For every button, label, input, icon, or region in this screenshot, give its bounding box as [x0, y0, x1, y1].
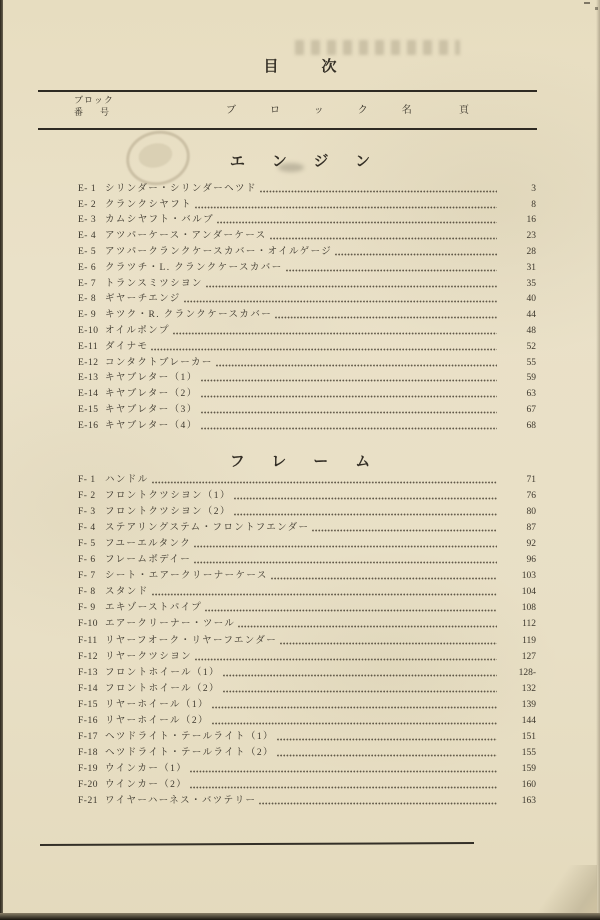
scan-speck	[584, 2, 590, 4]
dot-leader	[259, 802, 497, 805]
page-number: 132	[521, 683, 536, 694]
scan-edge-bottom	[0, 913, 600, 920]
toc-row	[78, 370, 540, 386]
toc-row	[78, 385, 540, 401]
block-name: ヘツドライト・テールライト（2）	[105, 747, 274, 758]
block-name: フロントホイール（1）	[105, 667, 220, 678]
page-number: 155	[521, 747, 536, 758]
block-code: F- 6	[78, 555, 96, 566]
block-name: フロントクツシヨン（1）	[105, 491, 231, 502]
block-name: フレームボデイー	[105, 555, 192, 566]
block-code: E-11	[78, 341, 99, 352]
toc-row	[78, 728, 540, 744]
show-through-text	[295, 40, 460, 55]
page-number: 76	[526, 491, 536, 502]
block-code: F- 5	[78, 539, 96, 550]
page-number: 92	[526, 539, 536, 550]
block-name: アツパークランクケースカバー・オイルゲージ	[105, 246, 333, 257]
block-code: F- 1	[78, 475, 96, 486]
page-number: 52	[526, 341, 536, 352]
page-number: 104	[521, 587, 536, 598]
block-name: スタンド	[105, 587, 149, 598]
block-code: F-20	[78, 779, 98, 790]
block-name: フロントホイール（2）	[105, 683, 220, 694]
block-code: F-10	[78, 619, 98, 630]
block-name: クラツチ・L. クランクケースカバー	[105, 262, 283, 273]
scan-edge-left	[0, 0, 3, 920]
page-number: 139	[521, 699, 536, 710]
block-name: リヤーフオーク・リヤーフエンダー	[105, 635, 278, 646]
block-code: F- 4	[78, 523, 96, 534]
section-frame	[0, 450, 600, 806]
dot-leader	[312, 529, 497, 532]
page-number: 63	[526, 389, 536, 400]
block-name: キヤブレター（4）	[105, 420, 198, 431]
dot-leader	[335, 253, 497, 256]
dot-leader	[277, 738, 497, 741]
page-number: 67	[526, 404, 536, 415]
toc-row	[78, 664, 540, 680]
block-code: F-14	[78, 683, 98, 694]
toc-row	[78, 338, 540, 354]
block-name: ハンドル	[105, 475, 149, 486]
block-code: F- 8	[78, 587, 96, 598]
block-name: キヤブレター（3）	[105, 404, 198, 415]
toc-row	[78, 322, 540, 338]
toc-row	[78, 180, 540, 196]
block-code: E-14	[78, 389, 99, 400]
block-code: E- 1	[78, 183, 97, 194]
dot-leader	[275, 316, 497, 319]
toc-row	[78, 471, 540, 487]
toc-row	[78, 354, 540, 370]
section-heading: フレーム	[229, 454, 398, 470]
block-name: カムシヤフト・バルブ	[105, 215, 215, 226]
toc-row	[78, 615, 540, 631]
column-header-block-number-line1: ブロック	[74, 95, 114, 105]
column-header-page: 頁	[459, 105, 469, 116]
block-name: ギヤーチエンジ	[105, 294, 181, 305]
page-number: 55	[526, 357, 536, 368]
block-name: キツク・R. クランクケースカバー	[105, 310, 273, 321]
block-code: F-15	[78, 699, 98, 710]
toc-row	[78, 401, 540, 417]
dot-leader	[173, 332, 497, 335]
column-header-block-number	[74, 94, 126, 118]
toc-row	[78, 599, 540, 615]
block-name: ステアリングステム・フロントフエンダー	[105, 523, 310, 534]
page-number: 59	[526, 373, 536, 384]
toc-row	[78, 631, 540, 647]
dot-leader	[270, 237, 497, 240]
page-number: 35	[526, 278, 536, 289]
dot-leader	[234, 497, 497, 500]
section-entries	[78, 180, 540, 433]
dot-leader	[277, 754, 497, 757]
block-name: ウインカー（2）	[105, 779, 188, 790]
block-name: ヘツドライト・テールライト（1）	[105, 731, 274, 742]
page-number: 119	[522, 635, 536, 646]
toc-row	[78, 212, 540, 228]
page-number: 71	[526, 475, 536, 486]
block-name: シート・エアークリーナーケース	[105, 571, 268, 582]
block-code: E-16	[78, 420, 99, 431]
dot-leader	[152, 481, 497, 484]
dot-leader	[271, 577, 497, 580]
block-name: リヤークツシヨン	[105, 651, 193, 662]
toc-row	[78, 567, 540, 583]
block-code: F-18	[78, 747, 98, 758]
toc-row	[78, 535, 540, 551]
block-name: トランスミツシヨン	[105, 278, 203, 289]
dot-leader	[201, 395, 497, 398]
dot-leader	[205, 609, 497, 612]
block-name: ダイナモ	[105, 341, 149, 352]
section-entries	[78, 471, 540, 808]
dot-leader	[201, 411, 497, 414]
toc-row	[78, 503, 540, 519]
page-number: 3	[531, 183, 536, 194]
page-number: 80	[526, 507, 536, 518]
toc-row	[78, 259, 540, 275]
toc-row	[78, 227, 540, 243]
page-number: 31	[526, 262, 536, 273]
block-name: ウインカー（1）	[105, 763, 188, 774]
page-number: 112	[522, 619, 536, 630]
dot-leader	[152, 593, 497, 596]
dot-leader	[234, 513, 497, 516]
toc-row	[78, 306, 540, 322]
dot-leader	[238, 625, 497, 628]
dot-leader	[151, 348, 497, 351]
page-number: 68	[526, 420, 536, 431]
block-code: E-15	[78, 404, 99, 415]
toc-row	[78, 519, 540, 535]
toc-row	[78, 744, 540, 760]
page-number: 108	[521, 603, 536, 614]
toc-row	[78, 487, 540, 503]
dot-leader	[216, 364, 497, 367]
scan-speck	[595, 7, 598, 10]
page-number: 48	[526, 325, 536, 336]
toc-row	[78, 243, 540, 259]
block-code: E-13	[78, 373, 99, 384]
block-name: エアークリーナー・ツール	[105, 619, 236, 630]
block-name: クランクシヤフト	[105, 199, 193, 210]
column-header-block-name: ブロック名	[226, 105, 446, 116]
block-name: リヤーホイール（1）	[105, 699, 209, 710]
block-code: E- 5	[78, 246, 97, 257]
block-code: E- 7	[78, 278, 97, 289]
dot-leader	[206, 285, 497, 288]
dot-leader	[280, 642, 497, 645]
dot-leader	[286, 269, 497, 272]
block-code: F-17	[78, 731, 98, 742]
page-number: 96	[526, 555, 536, 566]
toc-row	[78, 648, 540, 664]
toc-row	[78, 792, 540, 808]
toc-row	[78, 696, 540, 712]
page-number: 151	[521, 731, 536, 742]
block-code: F-21	[78, 795, 98, 806]
page-number: 8	[531, 199, 536, 210]
block-name: シリンダー・シリンダーヘツド	[105, 183, 257, 194]
block-code: F- 9	[78, 603, 96, 614]
dot-leader	[184, 300, 497, 303]
dot-leader	[195, 658, 497, 661]
page-number: 40	[526, 294, 536, 305]
page-number: 144	[521, 715, 536, 726]
toc-row	[78, 583, 540, 599]
dot-leader	[201, 379, 497, 382]
dot-leader	[260, 190, 497, 193]
toc-row	[78, 551, 540, 567]
page-number: 28	[526, 246, 536, 257]
dot-leader	[223, 674, 497, 677]
dot-leader	[223, 690, 497, 693]
dot-leader	[190, 786, 497, 789]
page-corner-curl	[519, 865, 597, 913]
block-code: F-11	[78, 635, 98, 646]
page-number: 127	[521, 651, 536, 662]
dot-leader	[212, 706, 497, 709]
section-heading: エンジン	[229, 154, 398, 170]
footer-rule	[40, 842, 474, 846]
block-code: E- 2	[78, 199, 97, 210]
block-code: F-13	[78, 667, 98, 678]
column-header-block-number-line2: 番号	[74, 107, 127, 117]
dot-leader	[212, 722, 497, 725]
block-name: オイルポンプ	[105, 325, 170, 336]
block-code: F- 3	[78, 507, 96, 518]
dot-leader	[190, 770, 497, 773]
section-engine	[0, 150, 600, 431]
toc-row	[78, 776, 540, 792]
block-code: E- 9	[78, 310, 97, 321]
toc-row	[78, 196, 540, 212]
page-number: 128-	[518, 667, 536, 678]
page-number: 87	[526, 523, 536, 534]
page-number: 44	[526, 310, 536, 321]
block-code: F- 2	[78, 491, 96, 502]
block-name: アツパーケース・アンダーケース	[105, 231, 267, 242]
block-code: E- 8	[78, 294, 97, 305]
block-name: コンタクトブレーカー	[105, 357, 213, 368]
block-name: キヤブレター（1）	[105, 373, 198, 384]
toc-row	[78, 291, 540, 307]
page-title: 目次	[263, 59, 380, 75]
page-number: 103	[521, 571, 536, 582]
block-name: フロントクツシヨン（2）	[105, 507, 231, 518]
block-code: F-12	[78, 651, 98, 662]
page-number: 16	[526, 215, 536, 226]
toc-row	[78, 417, 540, 433]
block-code: E- 6	[78, 262, 97, 273]
page-number: 159	[521, 763, 536, 774]
block-name: エキゾーストパイプ	[105, 603, 203, 614]
scan-edge-right	[596, 0, 600, 920]
toc-row	[78, 712, 540, 728]
block-code: F-16	[78, 715, 98, 726]
block-code: E- 4	[78, 231, 97, 242]
dot-leader	[195, 206, 497, 209]
page-number: 23	[526, 231, 536, 242]
block-name: リヤーホイール（2）	[105, 715, 209, 726]
block-code: F- 7	[78, 571, 96, 582]
block-code: E- 3	[78, 215, 97, 226]
toc-row	[78, 760, 540, 776]
block-name: フユーエルタンク	[105, 539, 192, 550]
page-number: 160	[521, 779, 536, 790]
toc-row	[78, 275, 540, 291]
header-rule-bottom	[38, 128, 537, 130]
block-name: キヤブレター（2）	[105, 389, 198, 400]
dot-leader	[217, 221, 497, 224]
header-rule-top	[38, 90, 537, 92]
block-code: E-10	[78, 325, 99, 336]
dot-leader	[194, 561, 497, 564]
dot-leader	[201, 427, 497, 430]
block-name: ワイヤーハーネス・バツテリー	[105, 795, 257, 806]
dot-leader	[194, 545, 497, 548]
block-code: E-12	[78, 357, 99, 368]
block-code: F-19	[78, 763, 98, 774]
page-number: 163	[521, 795, 536, 806]
toc-row	[78, 680, 540, 696]
